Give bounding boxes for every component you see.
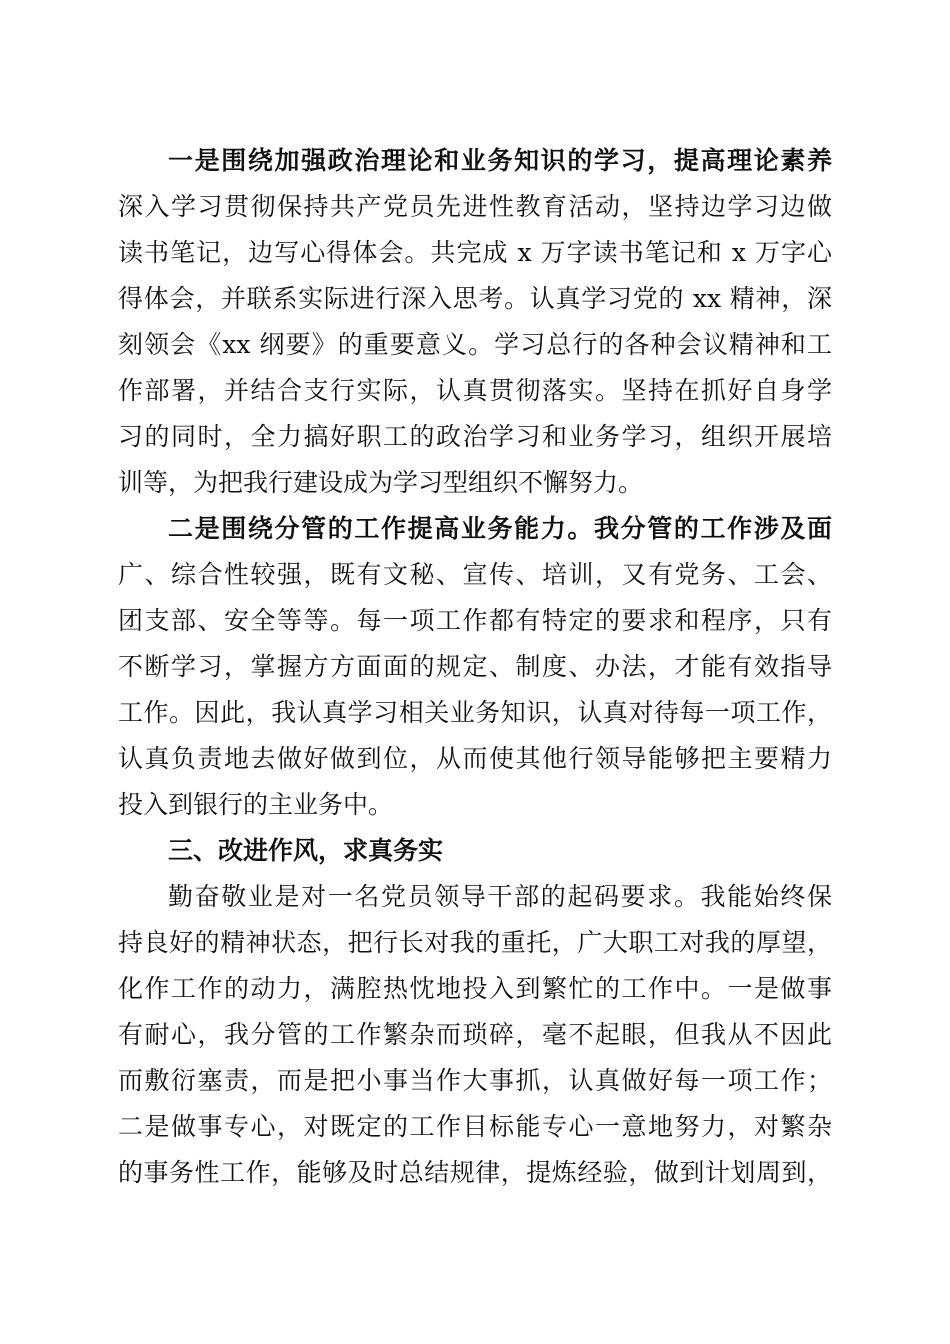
text-line: 作部署，并结合支行实际，认真贯彻落实。坚持在抓好自身学 bbox=[118, 376, 832, 405]
text-line: 刻领会《xx 纲要》的重要意义。学习总行的各种会议精神和工 bbox=[118, 330, 832, 359]
text-line: 读书笔记，边写心得体会。共完成 x 万字读书笔记和 x 万字心 bbox=[118, 238, 832, 267]
text-line: 训等，为把我行建设成为学习型组织不懈努力。 bbox=[118, 468, 644, 497]
text-line: 化作工作的动力，满腔热忱地投入到繁忙的工作中。一是做事 bbox=[118, 974, 832, 1003]
text-line: 一是围绕加强政治理论和业务知识的学习，提高理论素养 bbox=[168, 146, 832, 175]
text-line: 不断学习，掌握方方面面的规定、制度、办法，才能有效指导 bbox=[118, 652, 832, 681]
text-line: 二是围绕分管的工作提高业务能力。我分管的工作涉及面 bbox=[168, 514, 832, 543]
text-line: 工作。因此，我认真学习相关业务知识，认真对待每一项工作， bbox=[118, 698, 832, 727]
text-line: 投入到银行的主业务中。 bbox=[118, 790, 394, 819]
text-line: 二是做事专心，对既定的工作目标能专心一意地努力，对繁杂 bbox=[118, 1112, 832, 1141]
section-heading: 三、改进作风，求真务实 bbox=[168, 836, 444, 865]
text-line: 而敷衍塞责，而是把小事当作大事抓，认真做好每一项工作； bbox=[118, 1066, 832, 1095]
text-line: 习的同时，全力搞好职工的政治学习和业务学习，组织开展培 bbox=[118, 422, 832, 451]
text-line: 团支部、安全等等。每一项工作都有特定的要求和程序，只有 bbox=[118, 606, 832, 635]
text-line: 持良好的精神状态，把行长对我的重托，广大职工对我的厚望， bbox=[118, 928, 832, 957]
text-line: 得体会，并联系实际进行深入思考。认真学习党的 xx 精神，深 bbox=[118, 284, 832, 313]
text-line: 勤奋敬业是对一名党员领导干部的起码要求。我能始终保 bbox=[168, 882, 832, 911]
text-line: 认真负责地去做好做到位，从而使其他行领导能够把主要精力 bbox=[118, 744, 832, 773]
text-line: 的事务性工作，能够及时总结规律，提炼经验，做到计划周到， bbox=[118, 1158, 832, 1187]
text-line: 有耐心，我分管的工作繁杂而琐碎，毫不起眼，但我从不因此 bbox=[118, 1020, 832, 1049]
text-line: 深入学习贯彻保持共产党员先进性教育活动，坚持边学习边做 bbox=[118, 192, 832, 221]
text-line: 广、综合性较强，既有文秘、宣传、培训，又有党务、工会、 bbox=[118, 560, 832, 589]
